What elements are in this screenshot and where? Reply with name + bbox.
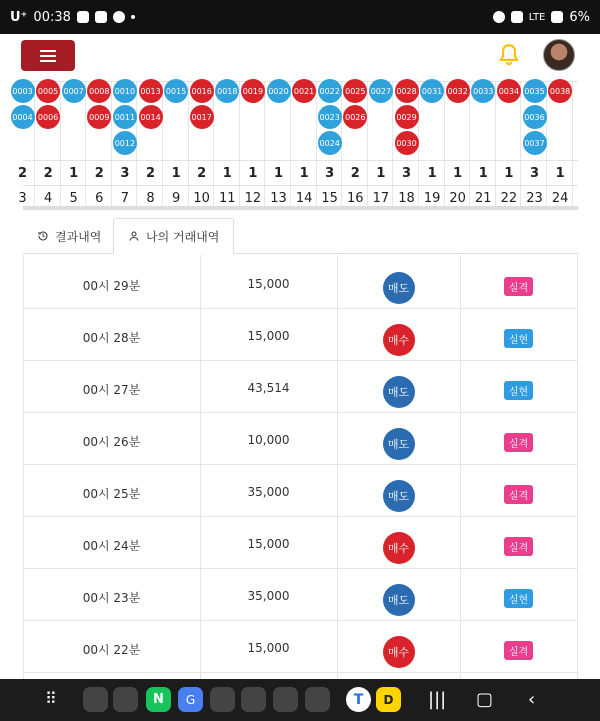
tab-results-label: 결과내역 xyxy=(55,229,102,244)
column-number: 16 xyxy=(347,190,364,206)
bead-ball: 0014 xyxy=(139,105,163,129)
trade-action-badge: 매도 xyxy=(383,428,415,460)
trade-result-badge: 실격 xyxy=(504,485,533,504)
bead-ball: 0005 xyxy=(36,79,60,103)
tab-my-trades[interactable] xyxy=(113,218,234,254)
bead-grid xyxy=(12,81,578,209)
bead-ball: 0030 xyxy=(395,131,419,155)
user-avatar[interactable] xyxy=(543,39,575,71)
bead-ball: 0016 xyxy=(190,79,214,103)
trade-time: 00시 24분 xyxy=(82,539,141,553)
bead-ball: 0031 xyxy=(420,79,444,103)
column-number: 3 xyxy=(18,190,27,206)
bead-ball: 0038 xyxy=(548,79,572,103)
trade-action-badge: 매수 xyxy=(383,532,415,564)
column-number: 12 xyxy=(244,190,262,206)
menu-button[interactable] xyxy=(21,40,75,71)
naver-app[interactable]: N xyxy=(146,687,171,712)
trade-amount: 15,000 xyxy=(247,277,290,291)
bead-ball: 0003 xyxy=(11,79,35,103)
bead-ball: 0010 xyxy=(113,79,137,103)
trade-amount: 15,000 xyxy=(247,641,290,655)
trade-time: 00시 28분 xyxy=(82,331,141,345)
bead-ball: 0027 xyxy=(369,79,393,103)
bead-ball: 0037 xyxy=(523,131,547,155)
count-cell: 1 xyxy=(427,165,437,181)
count-cell: 1 xyxy=(69,165,79,181)
bead-ball: 0023 xyxy=(318,105,342,129)
horizontal-scrollbar[interactable] xyxy=(23,206,578,210)
count-cell: 3 xyxy=(529,165,540,181)
table-row xyxy=(23,569,578,621)
bead-ball: 0004 xyxy=(11,105,35,129)
hamburger-icon xyxy=(40,50,56,52)
bead-ball: 0035 xyxy=(523,79,547,103)
trade-time: 00시 29분 xyxy=(82,279,141,293)
trade-result-badge: 실격 xyxy=(504,537,533,556)
table-row xyxy=(23,309,578,361)
kakao-app[interactable]: D xyxy=(376,687,401,712)
table-row xyxy=(23,465,578,517)
trade-time: 00시 27분 xyxy=(82,383,141,397)
alarm-icon xyxy=(493,11,505,23)
table-row xyxy=(23,413,578,465)
t-app[interactable]: T xyxy=(346,687,371,712)
bead-ball: 0024 xyxy=(318,131,342,155)
trade-result-badge: 실격 xyxy=(504,641,533,660)
bead-ball: 0008 xyxy=(87,79,111,103)
bead-ball: 0022 xyxy=(318,79,342,103)
column-number: 11 xyxy=(219,190,236,206)
count-cell: 1 xyxy=(478,165,488,181)
count-cell: 1 xyxy=(222,165,232,181)
trade-action-badge: 매수 xyxy=(383,636,415,668)
tab-results[interactable] xyxy=(23,218,115,254)
app-folder-6[interactable] xyxy=(305,687,330,712)
user-icon xyxy=(128,230,140,242)
bead-ball: 0012 xyxy=(113,131,137,155)
back-button[interactable]: ‹ xyxy=(528,689,536,710)
bead-ball: 0007 xyxy=(62,79,86,103)
bead-ball: 0013 xyxy=(139,79,163,103)
column-number: 7 xyxy=(120,190,130,206)
trade-action-badge: 매도 xyxy=(383,584,415,616)
bead-ball: 0036 xyxy=(523,105,547,129)
app-folder-1[interactable] xyxy=(83,687,108,712)
app-header xyxy=(0,34,600,80)
bead-ball: 0011 xyxy=(113,105,137,129)
app-folder-2[interactable] xyxy=(113,687,138,712)
trade-time: 00시 22분 xyxy=(82,643,141,657)
column-number: 22 xyxy=(500,190,518,206)
trade-amount: 15,000 xyxy=(247,537,290,551)
b-app-icon xyxy=(77,11,89,23)
trade-action-badge: 매도 xyxy=(383,376,415,408)
column-number: 24 xyxy=(551,190,569,206)
bead-ball: 0033 xyxy=(471,79,495,103)
bead-ball: 0019 xyxy=(241,79,265,103)
network-label: LTE xyxy=(528,11,546,23)
trade-history-table xyxy=(23,255,578,679)
bead-ball: 0021 xyxy=(292,79,316,103)
count-cell: 1 xyxy=(453,165,463,181)
bell-icon[interactable] xyxy=(496,42,522,68)
apps-grid-icon[interactable]: ⠿ xyxy=(45,689,58,708)
count-cell: 2 xyxy=(17,165,28,181)
trade-result-badge: 실격 xyxy=(504,433,533,452)
home-button[interactable]: ▢ xyxy=(476,689,494,710)
column-number: 15 xyxy=(321,190,338,206)
bead-ball: 0018 xyxy=(215,79,239,103)
column-number: 19 xyxy=(423,190,441,206)
count-cell: 2 xyxy=(145,165,156,181)
column-number: 20 xyxy=(449,190,466,206)
count-cell: 1 xyxy=(273,165,284,181)
count-cell: 2 xyxy=(350,165,360,181)
count-cell: 1 xyxy=(299,165,309,181)
bead-ball: 0034 xyxy=(497,79,521,103)
app-folder-4[interactable] xyxy=(241,687,266,712)
count-cell: 3 xyxy=(401,165,412,181)
hey-app-icon xyxy=(113,11,125,23)
status-bar xyxy=(0,0,600,34)
count-cell: 1 xyxy=(376,165,386,181)
trade-amount: 10,000 xyxy=(247,433,290,447)
column-number: 10 xyxy=(193,190,210,206)
tab-my-trades-label: 나의 거래내역 xyxy=(146,229,220,244)
trade-amount: 35,000 xyxy=(247,485,290,499)
signal-icon xyxy=(551,11,563,23)
table-row xyxy=(23,257,578,309)
trade-time: 00시 26분 xyxy=(82,435,141,449)
history-icon xyxy=(37,230,49,242)
battery-label: 6% xyxy=(569,9,590,25)
bead-ball: 0029 xyxy=(395,105,419,129)
column-number: 17 xyxy=(372,190,390,206)
bead-ball: 0015 xyxy=(164,79,188,103)
trade-action-badge: 매도 xyxy=(383,272,415,304)
bead-ball: 0025 xyxy=(343,79,367,103)
trade-action-badge: 매수 xyxy=(383,324,415,356)
column-number: 21 xyxy=(475,190,492,206)
trade-result-badge: 실현 xyxy=(504,329,533,348)
table-row xyxy=(23,517,578,569)
count-cell: 1 xyxy=(504,165,514,181)
table-row xyxy=(23,361,578,413)
bead-ball: 0028 xyxy=(395,79,419,103)
bead-ball: 0032 xyxy=(446,79,470,103)
android-nav-bar xyxy=(0,679,600,721)
count-cell: 1 xyxy=(248,165,258,181)
trade-action-badge: 매도 xyxy=(383,480,415,512)
table-row xyxy=(23,621,578,673)
count-cell: 1 xyxy=(171,165,181,181)
clock: 00:38 xyxy=(33,9,71,25)
carrier-label: U⁺ xyxy=(10,9,28,25)
trade-result-badge: 실격 xyxy=(504,277,533,296)
count-cell: 3 xyxy=(120,165,130,181)
column-number: 13 xyxy=(270,190,287,206)
column-number: 23 xyxy=(526,190,543,206)
app-folder-3[interactable] xyxy=(210,687,235,712)
column-number: 14 xyxy=(295,190,313,206)
mute-icon xyxy=(511,11,523,23)
count-cell: 2 xyxy=(43,165,53,181)
trade-amount: 15,000 xyxy=(247,329,290,343)
column-number: 18 xyxy=(398,190,415,206)
alert-icon xyxy=(95,11,107,23)
trade-time: 00시 25분 xyxy=(82,487,141,501)
more-notifications-icon xyxy=(131,15,135,19)
column-number: 6 xyxy=(95,190,104,206)
trade-amount: 35,000 xyxy=(247,589,290,603)
trade-result-badge: 실현 xyxy=(504,589,533,608)
bead-ball: 0017 xyxy=(190,105,214,129)
column-number: 8 xyxy=(146,190,155,206)
count-cell: 1 xyxy=(555,165,565,181)
bead-ball: 0020 xyxy=(267,79,291,103)
app-folder-5[interactable] xyxy=(273,687,298,712)
count-cell: 2 xyxy=(197,165,207,181)
trade-time: 00시 23분 xyxy=(82,591,141,605)
count-cell: 3 xyxy=(325,165,335,181)
bead-ball: 0009 xyxy=(87,105,111,129)
count-row xyxy=(17,160,578,184)
column-number: 4 xyxy=(43,190,53,206)
bead-ball: 0026 xyxy=(343,105,367,129)
count-cell: 2 xyxy=(94,165,104,181)
column-number: 5 xyxy=(69,190,78,206)
bead-ball: 0006 xyxy=(36,105,60,129)
google-translate-app[interactable]: G xyxy=(178,687,203,712)
recent-apps-button[interactable]: ||| xyxy=(428,689,447,710)
column-number: 9 xyxy=(171,190,181,206)
trade-result-badge: 실현 xyxy=(504,381,533,400)
tab-bar xyxy=(23,218,578,254)
trade-amount: 43,514 xyxy=(247,381,290,395)
